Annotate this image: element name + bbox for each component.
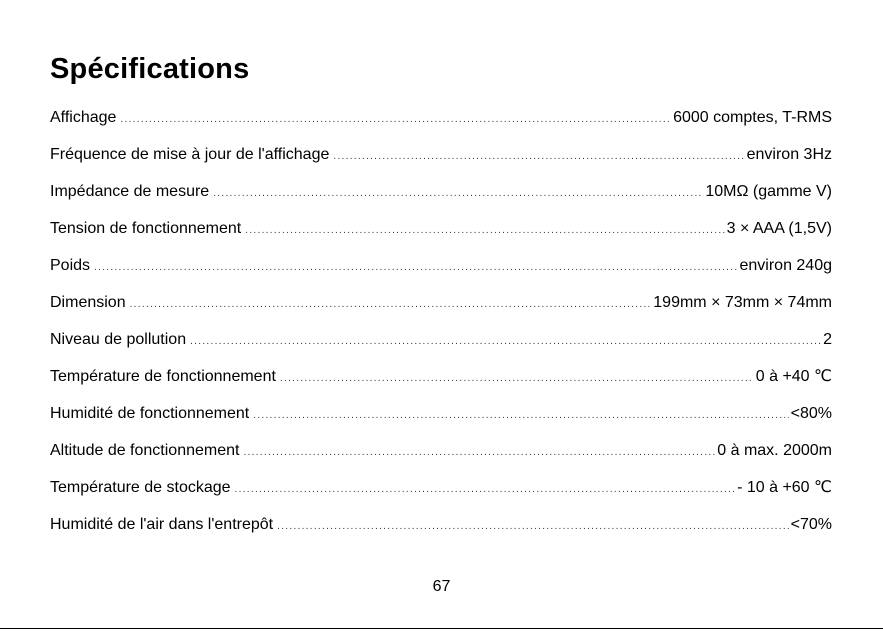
spec-row-weight [50, 256, 832, 293]
spec-value: - 10 à +60 ℃ [737, 479, 832, 496]
spec-value: 2 [823, 331, 832, 348]
spec-row-pollution-level [50, 330, 832, 367]
bottom-divider [0, 628, 883, 629]
spec-label: Température de fonctionnement [50, 368, 276, 385]
dot-leader [333, 147, 744, 167]
spec-row-operating-altitude [50, 441, 832, 478]
spec-row-impedance [50, 182, 832, 219]
spec-value: 3 × AAA (1,5V) [726, 220, 832, 237]
spec-value: 0 à +40 ℃ [755, 368, 832, 385]
spec-row-display [50, 108, 832, 145]
dot-leader [243, 443, 715, 463]
page-number: 67 [432, 578, 451, 595]
spec-row-dimension [50, 293, 832, 330]
spec-row-voltage [50, 219, 832, 256]
spec-value: 199mm × 73mm × 74mm [653, 294, 832, 311]
spec-label: Humidité de fonctionnement [50, 405, 250, 422]
dot-leader [94, 258, 737, 278]
spec-label: Tension de fonctionnement [50, 220, 242, 237]
dot-leader [213, 184, 703, 204]
spec-row-operating-humidity [50, 404, 832, 441]
dot-leader [235, 480, 736, 500]
spec-row-storage-temperature [50, 478, 832, 515]
dot-leader [120, 110, 671, 130]
dot-leader [190, 332, 821, 352]
spec-row-refresh-rate [50, 145, 832, 182]
spec-list [50, 108, 832, 552]
spec-row-operating-temperature [50, 367, 832, 404]
spec-value: environ 240g [739, 257, 832, 274]
dot-leader [253, 406, 788, 426]
spec-label: Fréquence de mise à jour de l'affichage [50, 146, 330, 163]
spec-value: environ 3Hz [746, 146, 832, 163]
spec-value: <80% [790, 405, 832, 422]
spec-label: Affichage [50, 109, 117, 126]
spec-label: Humidité de l'air dans l'entrepôt [50, 516, 274, 533]
spec-value: 0 à max. 2000m [717, 442, 832, 459]
dot-leader [277, 517, 789, 537]
spec-value: <70% [790, 516, 832, 533]
spec-label: Impédance de mesure [50, 183, 210, 200]
spec-label: Altitude de fonctionnement [50, 442, 240, 459]
spec-row-storage-humidity [50, 515, 832, 552]
spec-value: 6000 comptes, T-RMS [673, 109, 832, 126]
spec-label: Niveau de pollution [50, 331, 187, 348]
spec-value: 10MΩ (gamme V) [705, 183, 832, 200]
spec-label: Dimension [50, 294, 126, 311]
spec-label: Température de stockage [50, 479, 231, 496]
spec-label: Poids [50, 257, 91, 274]
dot-leader [130, 295, 652, 315]
dot-leader [245, 221, 724, 241]
page-title: Spécifications [50, 53, 250, 85]
dot-leader [280, 369, 754, 389]
